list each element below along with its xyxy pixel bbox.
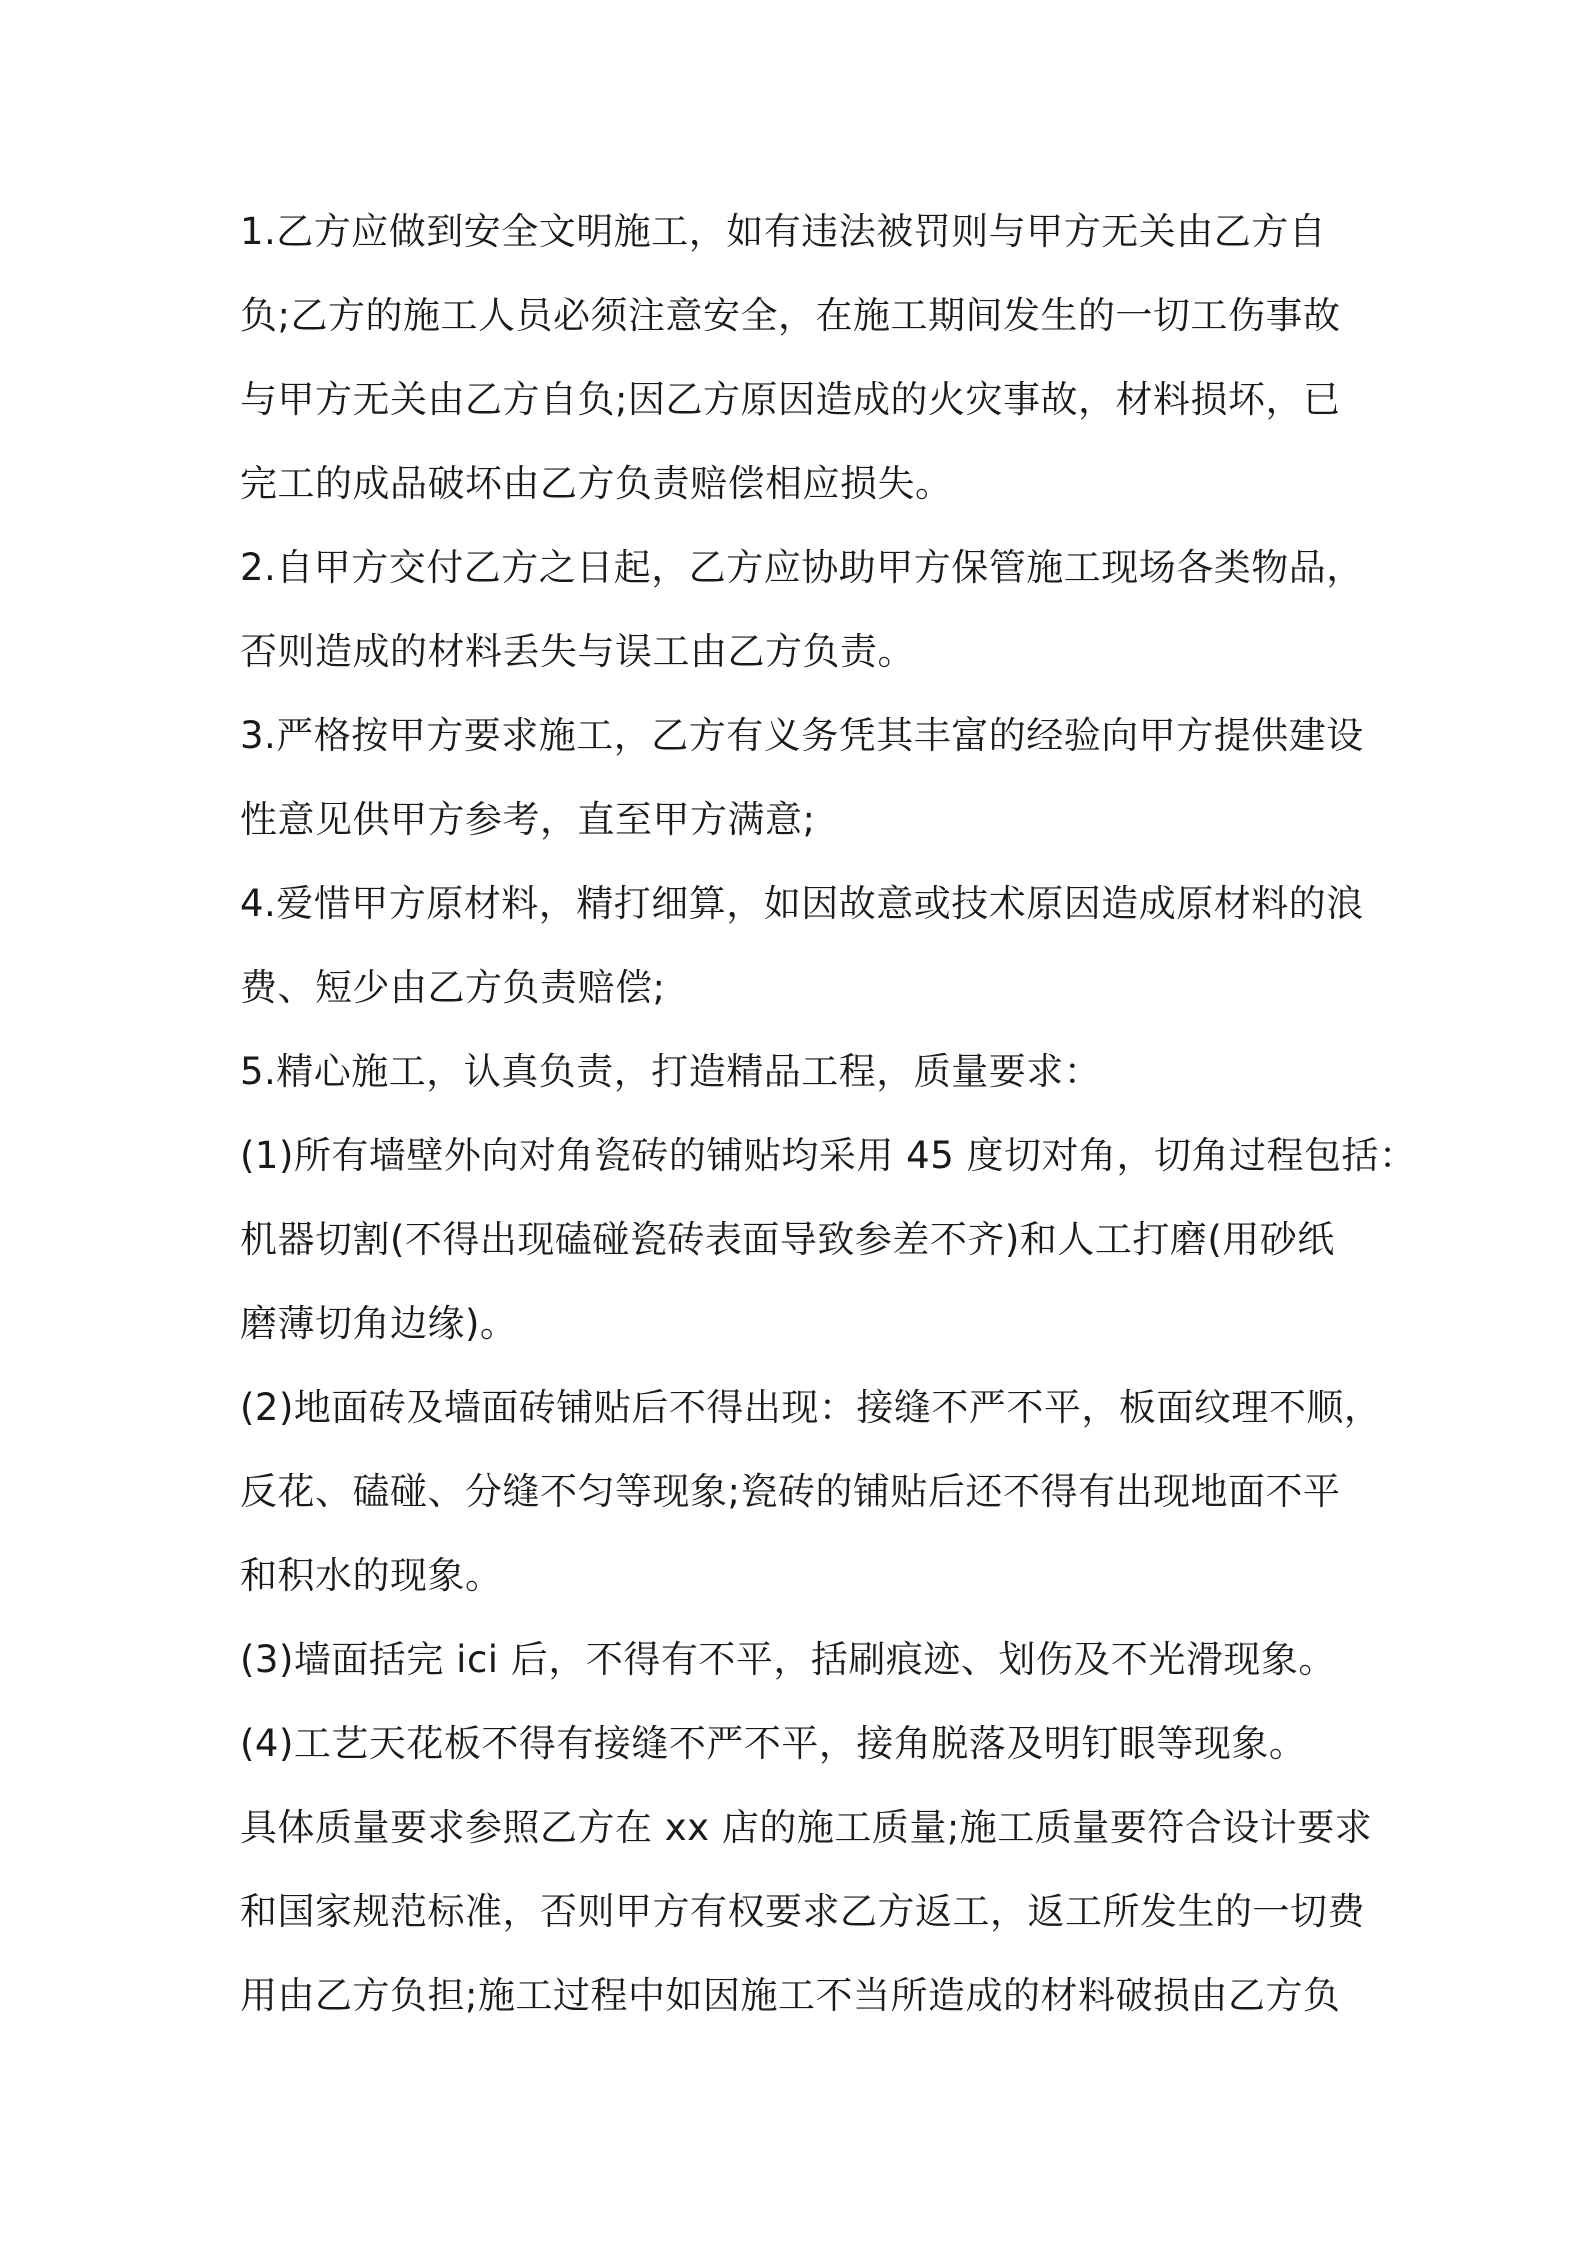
text-line: 4.爱惜甲方原材料，精打细算，如因故意或技术原因造成原材料的浪 (240, 882, 1364, 925)
text-line: 反花、磕碰、分缝不匀等现象;瓷砖的铺贴后还不得有出现地面不平 (240, 1470, 1341, 1513)
document-body (240, 190, 1417, 2038)
text-line: (3)墙面括完 ici 后，不得有不平，括刷痕迹、划伤及不光滑现象。 (240, 1638, 1336, 1681)
text-line: 磨薄切角边缘)。 (240, 1302, 518, 1345)
text-line: 用由乙方负担;施工过程中如因施工不当所造成的材料破损由乙方负 (240, 1974, 1341, 2017)
text-line: 5.精心施工，认真负责，打造精品工程，质量要求： (240, 1050, 1102, 1093)
text-line: (1)所有墙壁外向对角瓷砖的铺贴均采用 45 度切对角，切角过程包括： (240, 1134, 1417, 1177)
text-line: 性意见供甲方参考，直至甲方满意; (240, 798, 816, 841)
text-line: (4)工艺天花板不得有接缝不严不平，接角脱落及明钉眼等现象。 (240, 1722, 1307, 1765)
text-line: 完工的成品破坏由乙方负责赔偿相应损失。 (240, 462, 953, 505)
text-line: 机器切割(不得出现磕碰瓷砖表面导致参差不齐)和人工打磨(用砂纸 (240, 1218, 1335, 1261)
text-line: 负;乙方的施工人员必须注意安全，在施工期间发生的一切工伤事故 (240, 294, 1341, 337)
text-line: 具体质量要求参照乙方在 xx 店的施工质量;施工质量要符合设计要求 (240, 1806, 1373, 1849)
text-line: 和国家规范标准，否则甲方有权要求乙方返工，返工所发生的一切费 (240, 1890, 1365, 1933)
text-line: 与甲方无关由乙方自负;因乙方原因造成的火灾事故，材料损坏，已 (240, 378, 1341, 421)
text-line: (2)地面砖及墙面砖铺贴后不得出现：接缝不严不平，板面纹理不顺， (240, 1386, 1382, 1429)
text-line: 否则造成的材料丢失与误工由乙方负责。 (240, 630, 915, 673)
text-line: 1.乙方应做到安全文明施工，如有违法被罚则与甲方无关由乙方自 (240, 210, 1327, 253)
text-line: 3.严格按甲方要求施工，乙方有义务凭其丰富的经验向甲方提供建设 (240, 714, 1364, 757)
text-line: 和积水的现象。 (240, 1554, 503, 1597)
text-line: 2.自甲方交付乙方之日起，乙方应协助甲方保管施工现场各类物品， (240, 546, 1364, 589)
text-line: 费、短少由乙方负责赔偿; (240, 966, 666, 1009)
